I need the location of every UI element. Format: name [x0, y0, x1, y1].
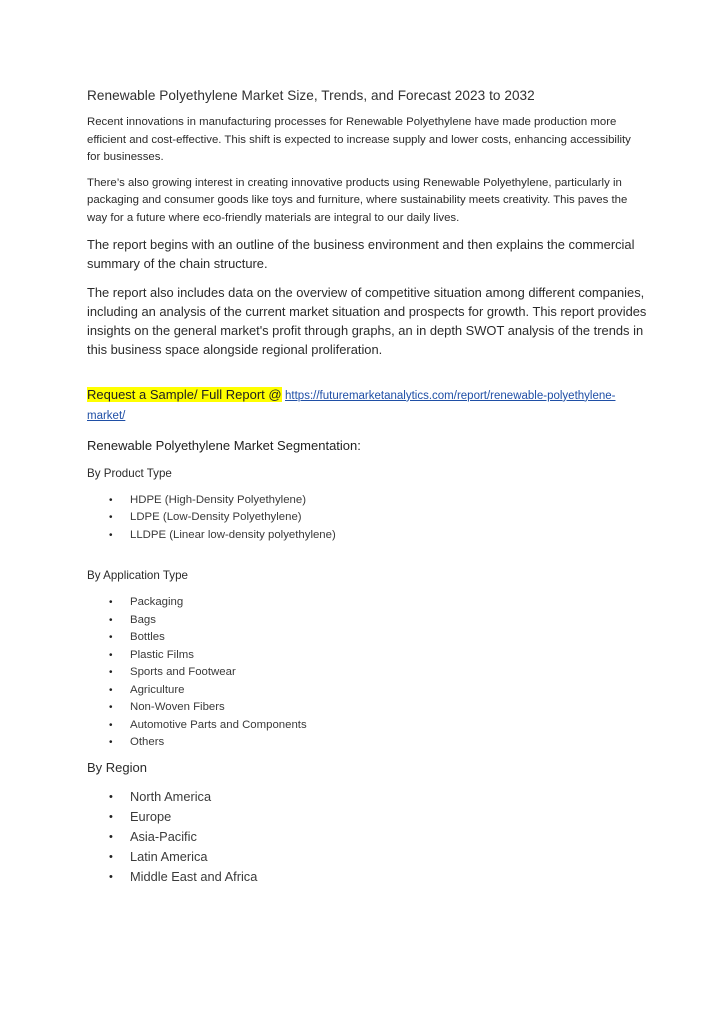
product-type-list: [87, 492, 647, 545]
paragraph-innovations: Recent innovations in manufacturing processes for Renewable Polyethylene have made production more efficient and cost-effective. This shift is expected to increase supply and lower costs, enhancing accessibility for businesses.: [87, 116, 631, 163]
list-item: [87, 699, 647, 717]
region-heading: By Region: [87, 759, 147, 775]
region-list: [87, 787, 647, 887]
bullet-icon: •: [109, 684, 113, 696]
list-item: [87, 629, 647, 647]
product-type-heading: By Product Type: [87, 466, 172, 480]
document-page: [87, 86, 647, 887]
list-item: [87, 527, 647, 545]
list-item: [87, 827, 647, 847]
bullet-icon: •: [109, 719, 113, 731]
list-item-text: Bags: [130, 613, 156, 626]
list-item: [87, 734, 647, 752]
application-type-heading: By Application Type: [87, 569, 188, 583]
list-item-text: Packaging: [130, 596, 184, 609]
application-type-list: [87, 594, 647, 752]
list-item: [87, 847, 647, 867]
bullet-icon: •: [109, 649, 113, 661]
request-sample-line: [87, 385, 647, 426]
bullet-icon: •: [109, 737, 113, 749]
bullet-icon: •: [109, 810, 113, 823]
list-item-text: Agriculture: [130, 683, 185, 696]
paragraph-outline: The report begins with an outline of the business environment and then explains the commercial summary of the chain structure.: [87, 237, 635, 272]
list-item-text: North America: [130, 788, 212, 804]
list-item: [87, 682, 647, 700]
bullet-icon: •: [109, 494, 113, 506]
list-item-text: Latin America: [130, 848, 208, 864]
bullet-icon: •: [109, 529, 113, 541]
list-item: [87, 594, 647, 612]
list-item: [87, 717, 647, 735]
document-title: Renewable Polyethylene Market Size, Trends, and Forecast 2023 to 2032: [87, 88, 535, 103]
bullet-icon: •: [109, 614, 113, 626]
request-sample-label: Request a Sample/ Full Report @: [87, 386, 282, 402]
list-item-text: HDPE (High-Density Polyethylene): [130, 493, 306, 506]
list-item: [87, 664, 647, 682]
paragraph-competitive: The report also includes data on the overview of competitive situation among different companies, including an analysis of the current market situation and prospects for growth. This report provides insights on the general market's profit through graphs, an in depth SWOT analysis of the trends in this business space alongside regional proliferation.: [87, 284, 647, 358]
bullet-icon: •: [109, 790, 113, 803]
list-item: [87, 647, 647, 665]
paragraph-interest: There’s also growing interest in creating innovative products using Renewable Polyethylene, particularly in packaging and consumer goods like toys and furniture, where sustainability meets creativity. This paves the way for a future where eco-friendly materials are integral to our daily lives.: [87, 176, 628, 224]
list-item-text: Europe: [130, 808, 172, 824]
list-item: [87, 787, 647, 807]
list-item: [87, 509, 647, 527]
segmentation-heading: Renewable Polyethylene Market Segmentation:: [87, 437, 361, 453]
bullet-icon: •: [109, 667, 113, 679]
bullet-icon: •: [109, 850, 113, 863]
list-item: [87, 492, 647, 510]
section-spacer: [87, 544, 647, 568]
bullet-icon: •: [109, 512, 113, 524]
list-item: [87, 807, 647, 827]
list-item-text: Automotive Parts and Components: [130, 718, 307, 731]
list-item: [87, 612, 647, 630]
list-item-text: Non-Woven Fibers: [130, 701, 225, 714]
bullet-icon: •: [109, 830, 113, 843]
list-item: [87, 867, 647, 887]
bullet-icon: •: [109, 702, 113, 714]
list-item-text: Sports and Footwear: [130, 666, 236, 679]
list-item-text: Others: [130, 736, 165, 749]
list-item-text: LLDPE (Linear low-density polyethylene): [130, 528, 336, 541]
bullet-icon: •: [109, 632, 113, 644]
list-item-text: Plastic Films: [130, 648, 194, 661]
report-link[interactable]: https://futuremarketanalytics.com/report/renewable-polyethylene-market/: [87, 389, 616, 422]
bullet-icon: •: [109, 597, 113, 609]
list-item-text: Middle East and Africa: [130, 868, 258, 884]
bullet-icon: •: [109, 870, 113, 883]
list-item-text: LDPE (Low-Density Polyethylene): [130, 511, 302, 524]
list-item-text: Asia-Pacific: [130, 828, 197, 844]
list-item-text: Bottles: [130, 631, 165, 644]
